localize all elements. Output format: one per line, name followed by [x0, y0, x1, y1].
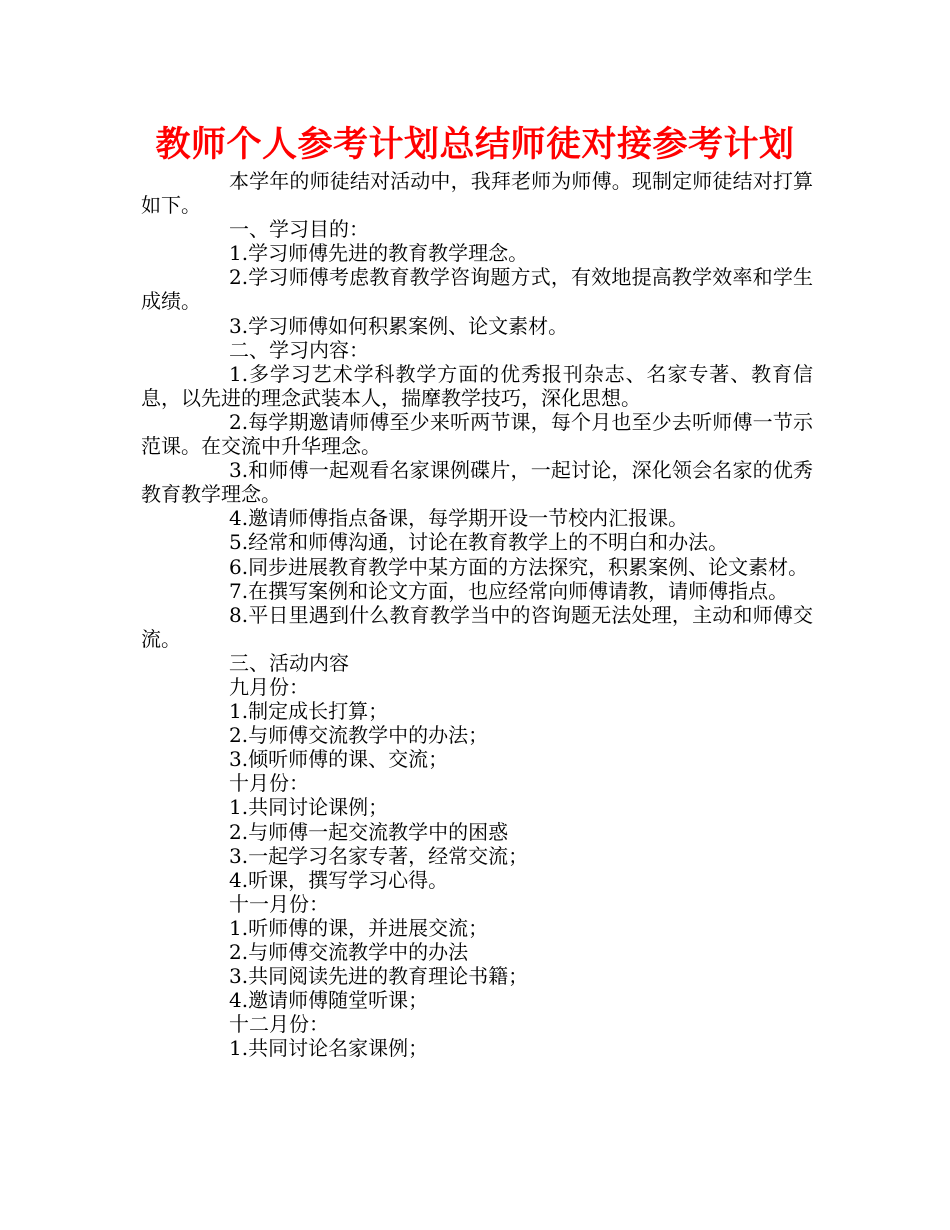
list-item: 4.邀请师傅随堂听课；: [229, 988, 429, 1013]
list-item: 2.与师傅交流教学中的办法: [229, 940, 469, 964]
list-item: 2.每学期邀请师傅至少来听两节课，每个月也至少去听师傅一节示范课。在交流中升华理念。: [141, 409, 813, 459]
list-item: 4.听课，撰写学习心得。: [229, 867, 449, 892]
list-item: 1.听师傅的课，并进展交流；: [229, 915, 489, 940]
list-item: 6.同步进展教育教学中某方面的方法探究，积累案例、论文素材。: [229, 554, 809, 579]
section-heading-goals: 一、学习目的：: [229, 217, 369, 242]
list-item: 1.共同讨论名家课例；: [229, 1036, 429, 1061]
month-heading-december: 十二月份：: [229, 1012, 329, 1037]
month-heading-september: 九月份：: [229, 674, 309, 699]
list-item: 3.和师傅一起观看名家课例碟片，一起讨论，深化领会名家的优秀教育教学理念。: [141, 458, 813, 507]
list-item: 1.多学习艺术学科教学方面的优秀报刊杂志、名家专著、教育信息，以先进的理念武装本人，揣摩教学技巧，深化思想。: [141, 361, 813, 410]
list-item: 2.与师傅交流教学中的办法；: [229, 723, 489, 748]
month-heading-october: 十月份：: [229, 771, 309, 796]
list-item: 3.倾听师傅的课、交流；: [229, 747, 449, 772]
list-item: 3.共同阅读先进的教育理论书籍；: [229, 964, 529, 989]
list-item: 2.学习师傅考虑教育教学咨询题方式，有效地提高教学效率和学生成绩。: [141, 265, 813, 314]
list-item: 5.经常和师傅沟通，讨论在教育教学上的不明白和办法。: [229, 530, 729, 555]
list-item: 1.共同讨论课例；: [229, 795, 389, 820]
month-heading-november: 十一月份：: [229, 891, 329, 916]
list-item: 2.与师傅一起交流教学中的困惑: [229, 819, 509, 844]
section-heading-content: 二、学习内容：: [229, 337, 369, 362]
list-item: 7.在撰写案例和论文方面，也应经常向师傅请教，请师傅指点。: [229, 578, 789, 603]
list-item: 4.邀请师傅指点备课，每学期开设一节校内汇报课。: [229, 506, 689, 531]
document-body: [141, 169, 813, 1060]
list-item: 8.平日里遇到什么教育教学当中的咨询题无法处理，主动和师傅交流。: [141, 602, 813, 651]
list-item: 3.学习师傅如何积累案例、论文素材。: [229, 313, 569, 338]
paragraph-intro: 本学年的师徒结对活动中，我拜老师为师傅。现制定师徒结对打算如下。: [141, 169, 813, 218]
list-item: 1.制定成长打算；: [229, 699, 389, 724]
list-item: 1.学习师傅先进的教育教学理念。: [229, 241, 529, 266]
list-item: 3.一起学习名家专著，经常交流；: [229, 843, 529, 868]
section-heading-activities: 三、活动内容: [229, 650, 349, 675]
document-title: 教师个人参考计划总结师徒对接参考计划: [155, 125, 795, 165]
